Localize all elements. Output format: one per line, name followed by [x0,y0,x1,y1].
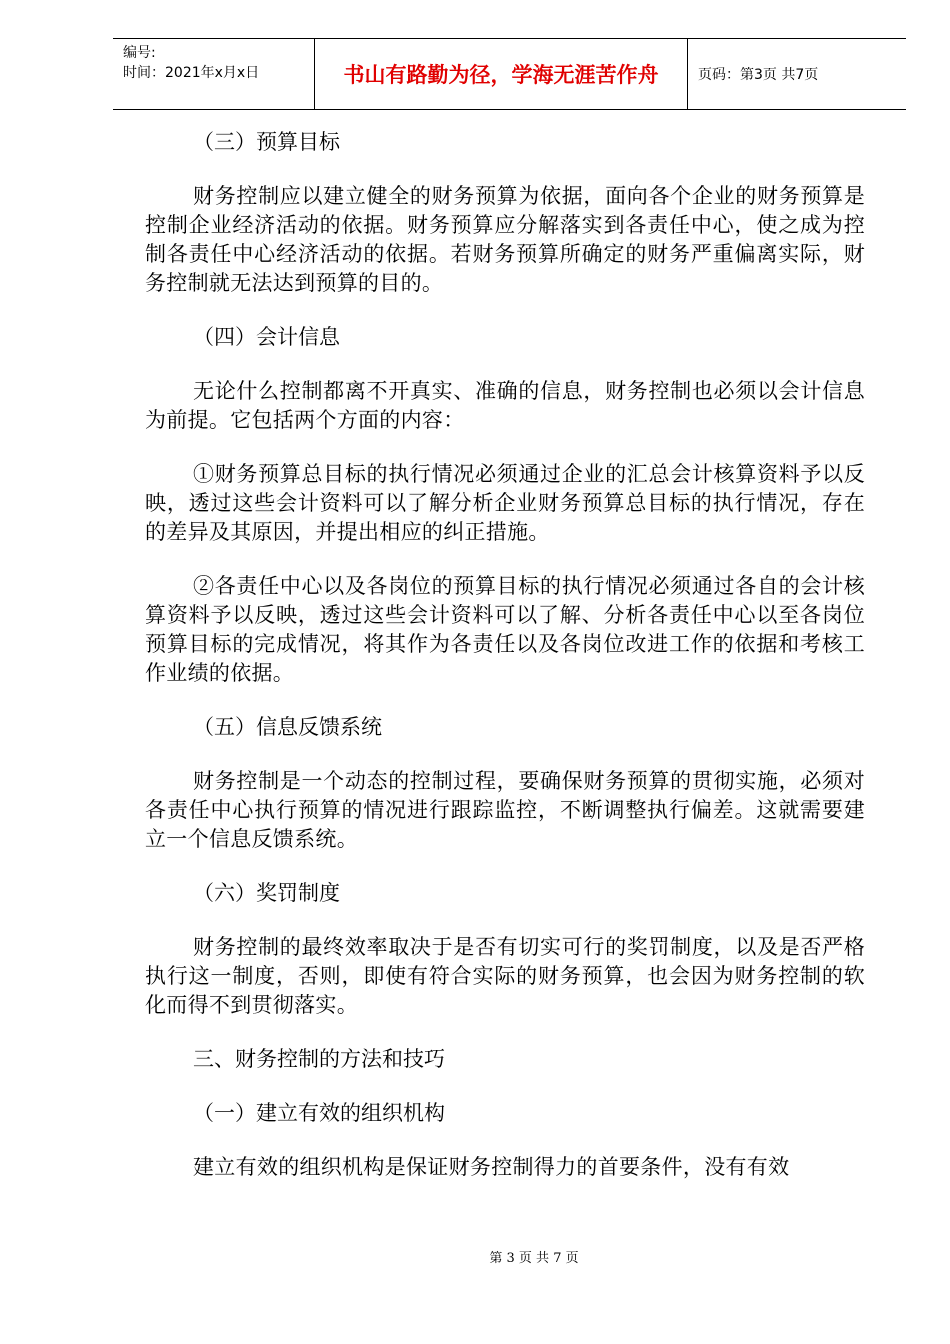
header-page-info: 页码：第3页 共7页 [698,67,819,83]
paragraph: 无论什么控制都离不开真实、准确的信息，财务控制也必须以会计信息为前提。它包括两个方面的内容： [145,379,865,432]
heading-section-three: 三、财务控制的方法和技巧 [193,1047,445,1071]
serial-label: 编号: [123,45,156,61]
paragraph: ②各责任中心以及各岗位的预算目标的执行情况必须通过各自的会计核算资料予以反映，透过这些会计资料可以了解、分析各责任中心以至各岗位预算目标的完成情况，将其作为各责任以及各岗位改进工作的依据和考核工作业绩的依据。 [145,574,865,685]
paragraph: 建立有效的组织机构是保证财务控制得力的首要条件，没有有效 [193,1155,790,1179]
paragraph: 财务控制的最终效率取决于是否有切实可行的奖罚制度，以及是否严格执行这一制度，否则，即使有符合实际的财务预算，也会因为财务控制的软化而得不到贯彻落实。 [145,935,865,1017]
heading-organization: （一）建立有效的组织机构 [193,1101,445,1125]
heading-accounting-info: （四）会计信息 [193,325,340,349]
page-footer: 第 3 页 共 7 页 [489,1251,579,1266]
header-meta [113,39,315,109]
paragraph: 财务控制是一个动态的控制过程，要确保财务预算的贯彻实施，必须对各责任中心执行预算的情况进行跟踪监控，不断调整执行偏差。这就需要建立一个信息反馈系统。 [145,769,865,851]
heading-reward-penalty: （六）奖罚制度 [193,881,340,905]
paragraph: 财务控制应以建立健全的财务预算为依据，面向各个企业的财务预算是控制企业经济活动的依据。财务预算应分解落实到各责任中心，使之成为控制各责任中心经济活动的依据。若财务预算所确定的财务严重偏离实际，财务控制就无法达到预算的目的。 [145,184,865,295]
heading-feedback-system: （五）信息反馈系统 [193,715,382,739]
heading-budget-target: （三）预算目标 [193,130,340,154]
header-motto: 书山有路勤为径，学海无涯苦作舟 [315,39,688,109]
time-label: 时间：2021年x月x日 [123,65,260,81]
page-header [113,38,906,110]
paragraph: ①财务预算总目标的执行情况必须通过企业的汇总会计核算资料予以反映，透过这些会计资料可以了解分析企业财务预算总目标的执行情况，存在的差异及其原因，并提出相应的纠正措施。 [145,462,865,544]
document-body [145,128,865,1207]
